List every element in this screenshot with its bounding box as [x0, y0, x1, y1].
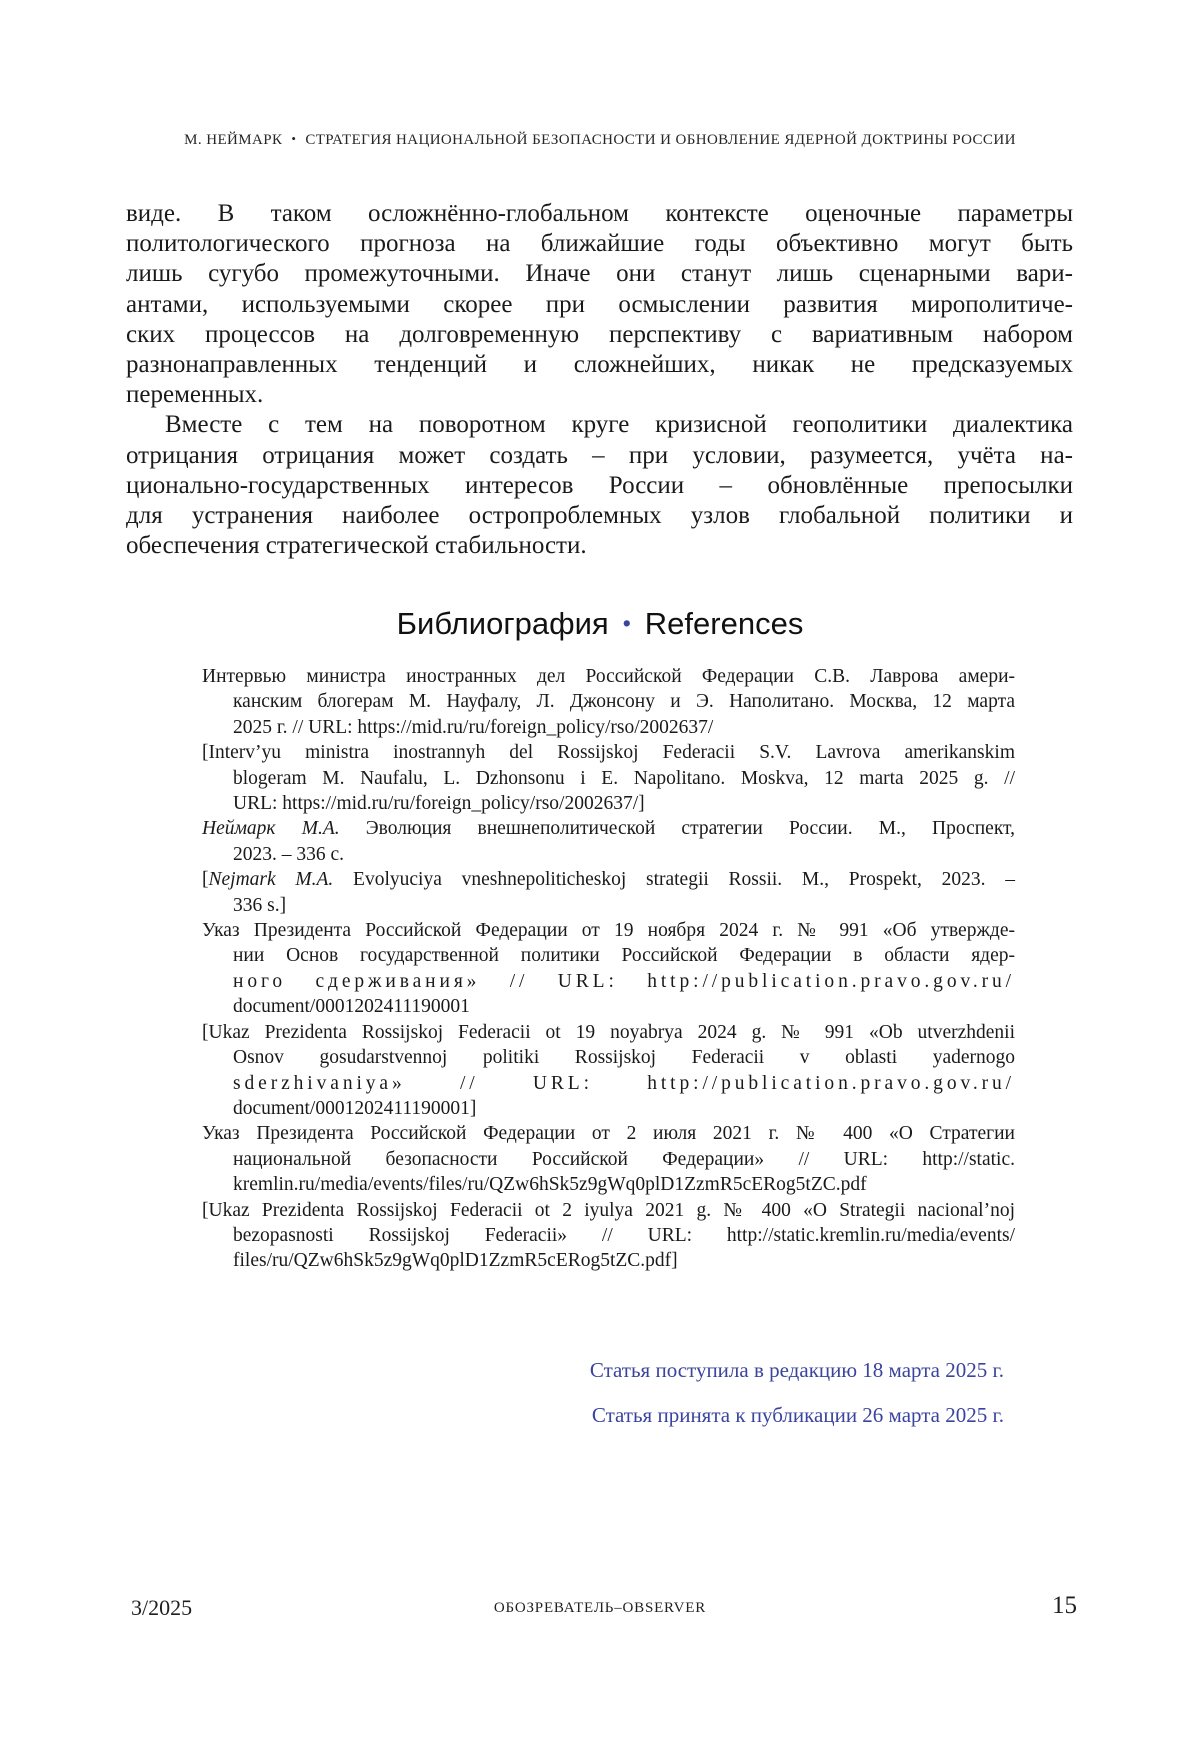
- bibliography-line: 2023. – 336 с.: [233, 843, 345, 865]
- bibliography-line: 336 s.]: [233, 894, 287, 916]
- bibliography-list: [202, 664, 1015, 1274]
- bibliography-line: Неймарк М.А. Эволюция внешнеполитической стратегии России. М., Проспект,: [202, 818, 1015, 840]
- bibliography-line: [Interv’yu ministra inostrannyh del Rossijskoj Federacii S.V. Lavrova amerikanskim: [202, 742, 1015, 764]
- bibliography-line: [Ukaz Prezidenta Rossijskoj Federacii ot 19 noyabrya 2024 g. № 991 «Ob utverzhdenii: [202, 1021, 1015, 1043]
- bibliography-title-ru: Библиография: [396, 606, 609, 641]
- bibliography-line: ного сдерживания» // URL: http://publication.pravo.gov.ru/: [233, 970, 1015, 992]
- bibliography-line: Указ Президента Российской Федерации от 2 июля 2021 г. № 400 «О Стратегии: [202, 1123, 1015, 1145]
- running-header-title: СТРАТЕГИЯ НАЦИОНАЛЬНОЙ БЕЗОПАСНОСТИ И ОБНОВЛЕНИЕ ЯДЕРНОЙ ДОКТРИНЫ РОССИИ: [305, 132, 1016, 148]
- bibliography-heading: [0, 606, 1200, 642]
- running-header: [0, 132, 1200, 149]
- accepted-date: Статья принята к публикации 26 марта 2025 г.: [591, 1403, 1004, 1427]
- journal-name: ОБОЗРЕВАТЕЛЬ–OBSERVER: [493, 1600, 707, 1616]
- issue-number: 3/2025: [131, 1595, 193, 1620]
- bibliography-line: document/0001202411190001: [233, 996, 470, 1018]
- bibliography-line: kremlin.ru/media/events/files/ru/QZw6hSk5z9gWq0plD1ZzmR5cERog5tZC.pdf: [233, 1174, 867, 1196]
- bibliography-line: национальной безопасности Российской Федерации» // URL: http://static.: [233, 1148, 1015, 1170]
- paragraph: [126, 199, 1073, 410]
- bibliography-entry: [202, 1198, 1015, 1274]
- bibliography-line: нии Основ государственной политики Российской Федерации в области ядер-: [233, 945, 1015, 967]
- bibliography-entry: [202, 740, 1015, 816]
- paragraph: [126, 410, 1073, 561]
- header-bullet-icon: •: [291, 131, 297, 146]
- text-line: для устранения наиболее остропроблемных узлов глобальной политики и: [126, 502, 1073, 530]
- page-footer: [0, 1586, 1200, 1626]
- running-header-author: М. НЕЙМАРК: [184, 132, 283, 148]
- text-line: антами, используемыми скорее при осмыслении развития мирополитиче-: [126, 290, 1073, 318]
- bibliography-line: [Nejmark M.A. Evolyuciya vneshnepoliticheskoj strategii Rossii. M., Prospekt, 2023. –: [202, 869, 1015, 891]
- bibliography-entry: [202, 816, 1015, 867]
- text-line: ционально-государственных интересов России – обновлённые препосылки: [126, 471, 1073, 499]
- bibliography-entry: [202, 1020, 1015, 1122]
- text-line: политологического прогноза на ближайшие годы объективно могут быть: [126, 230, 1073, 258]
- article-body: [126, 199, 1073, 561]
- bibliography-line: Osnov gosudarstvennoj politiki Rossijskoj Federacii v oblasti yadernogo: [233, 1047, 1015, 1069]
- text-line: лишь сугубо промежуточными. Иначе они станут лишь сценарными вари-: [126, 260, 1073, 288]
- bibliography-line: канским блогерам М. Науфалу, Л. Джонсону и Э. Наполитано. Москва, 12 марта: [233, 691, 1015, 713]
- bibliography-line: document/0001202411190001]: [233, 1097, 477, 1119]
- page-number: 15: [1052, 1592, 1077, 1619]
- text-line: переменных.: [126, 381, 264, 409]
- bibliography-line: [Ukaz Prezidenta Rossijskoj Federacii ot 2 iyulya 2021 g. № 400 «O Strategii nacional’noj: [202, 1199, 1015, 1221]
- bibliography-line: Указ Президента Российской Федерации от 19 ноября 2024 г. № 991 «Об утвержде-: [202, 920, 1015, 942]
- text-line: ских процессов на долговременную перспективу с вариативным набором: [126, 320, 1073, 348]
- text-line: разнонаправленных тенденций и сложнейших, никак не предсказуемых: [126, 351, 1073, 379]
- bibliography-line: bezopasnosti Rossijskoj Federacii» // URL: http://static.kremlin.ru/media/events/: [233, 1224, 1015, 1246]
- article-dates: [590, 1358, 1004, 1448]
- bibliography-line: Интервью министра иностранных дел Российской Федерации С.В. Лаврова амери-: [202, 666, 1015, 687]
- bibliography-title-en: References: [644, 606, 804, 641]
- bibliography-line: 2025 г. // URL: https://mid.ru/ru/foreign_policy/rso/2002637/: [233, 716, 714, 738]
- bibliography-entry: [202, 1121, 1015, 1197]
- bibliography-line: URL: https://mid.ru/ru/foreign_policy/rso/2002637/]: [233, 793, 645, 815]
- text-line: отрицания отрицания может создать – при условии, разумеется, учёта на-: [126, 441, 1073, 469]
- text-line: виде. В таком осложнённо-глобальном контексте оценочные параметры: [126, 200, 1073, 227]
- bibliography-line: sderzhivaniya» // URL: http://publication.pravo.gov.ru/: [233, 1072, 1015, 1094]
- bibliography-entry: [202, 918, 1015, 1020]
- bibliography-entry: [202, 867, 1015, 918]
- heading-bullet-icon: •: [622, 610, 631, 636]
- bibliography-entry: [202, 664, 1015, 740]
- text-line: обеспечения стратегической стабильности.: [126, 532, 587, 560]
- received-date: Статья поступила в редакцию 18 марта 2025 г.: [589, 1358, 1004, 1382]
- bibliography-line: files/ru/QZw6hSk5z9gWq0plD1ZzmR5cERog5tZC.pdf]: [233, 1250, 678, 1272]
- bibliography-line: blogeram M. Naufalu, L. Dzhonsonu i E. Napolitano. Moskva, 12 marta 2025 g. //: [233, 767, 1015, 789]
- text-line: Вместе с тем на поворотном круге кризисной геополитики диалектика: [165, 411, 1073, 439]
